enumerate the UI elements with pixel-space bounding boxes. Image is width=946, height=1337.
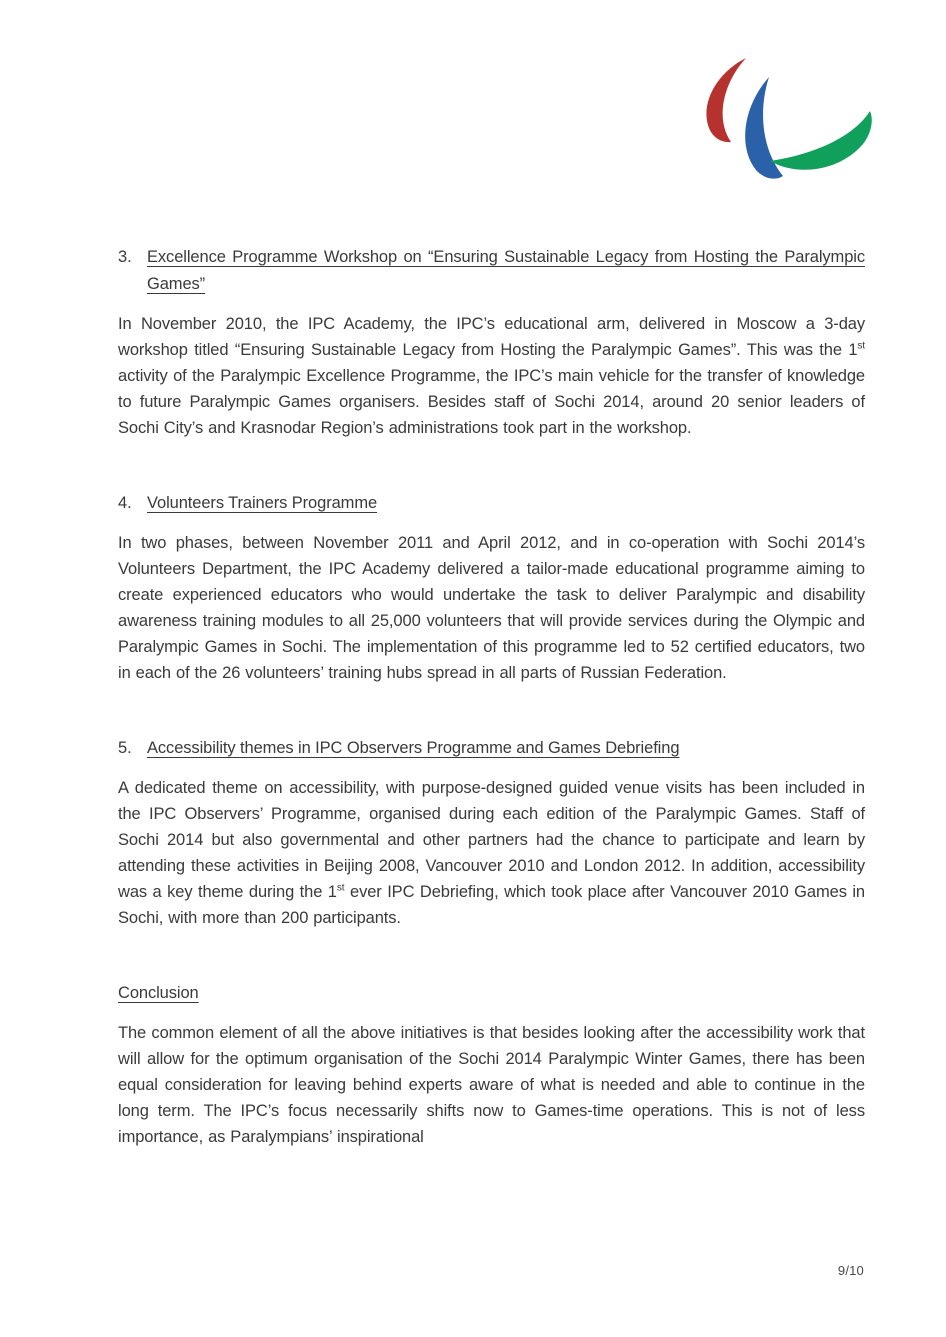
section-number: 3.: [118, 248, 132, 266]
section-heading: [118, 244, 865, 298]
paragraph: A dedicated theme on accessibility, with purpose-designed guided venue visits has been included in the IPC Observers’ Programme, organised during each edition of the Paralympic Games. Staff of Sochi 2014 but also governmental and other partners had the chance to participate and learn by attending these activities in Beijing 2008, Vancouver 2010 and London 2012. In addition, accessibility was a key theme during the 1st ever IPC Debriefing, which took place after Vancouver 2010 Games in Sochi, with more than 200 participants.: [118, 779, 865, 927]
section-heading-text: Excellence Programme Workshop on “Ensuring Sustainable Legacy from Hosting the Paralympic Games”: [147, 248, 865, 293]
section-paragraphs: [118, 1020, 865, 1150]
document-section: [118, 490, 865, 686]
section-heading: [118, 735, 865, 762]
section-number: 4.: [118, 494, 132, 512]
section-heading-text: Volunteers Trainers Programme: [147, 494, 378, 512]
paragraph: In two phases, between November 2011 and April 2012, and in co-operation with Sochi 2014’s Volunteers Department, the IPC Academy delivered a tailor-made educational programme aiming to create experienced educators who would undertake the task to deliver Paralympic and disability awareness training modules to all 25,000 volunteers that will provide services during the Olympic and Paralympic Games in Sochi. The implementation of this programme led to 52 certified educators, two in each of the 26 volunteers’ training hubs spread in all parts of Russian Federation.: [118, 534, 865, 682]
paragraph: In November 2010, the IPC Academy, the IPC’s educational arm, delivered in Moscow a 3-day workshop titled “Ensuring Sustainable Legacy from Hosting the Paralympic Games”. This was the 1st activity of the Paralympic Excellence Programme, the IPC’s main vehicle for the transfer of knowledge to future Paralympic Games organisers. Besides staff of Sochi 2014, around 20 senior leaders of Sochi City’s and Krasnodar Region’s administrations took part in the workshop.: [118, 315, 865, 437]
page-number: 9/10: [837, 1263, 864, 1278]
section-heading-text: Accessibility themes in IPC Observers Programme and Games Debriefing: [147, 739, 680, 757]
document-section: [118, 735, 865, 931]
section-paragraphs: [118, 311, 865, 441]
document-body: [118, 0, 865, 1150]
section-paragraphs: [118, 775, 865, 931]
paragraph: The common element of all the above initiatives is that besides looking after the accessibility work that will allow for the optimum organisation of the Sochi 2014 Paralympic Winter Games, there has been equal consideration for leaving behind experts aware of what is needed and able to continue in the long term. The IPC’s focus necessarily shifts now to Games-time operations. This is not of less importance, as Paralympians’ inspirational: [118, 1024, 865, 1146]
section-number: 5.: [118, 739, 132, 757]
superscript-ordinal: st: [857, 340, 865, 352]
section-heading-text: Conclusion: [118, 984, 199, 1002]
document-section: [118, 980, 865, 1150]
section-heading: [118, 490, 865, 517]
section-paragraphs: [118, 530, 865, 686]
section-heading: [118, 980, 865, 1007]
document-section: [118, 244, 865, 441]
superscript-ordinal: st: [336, 882, 345, 894]
